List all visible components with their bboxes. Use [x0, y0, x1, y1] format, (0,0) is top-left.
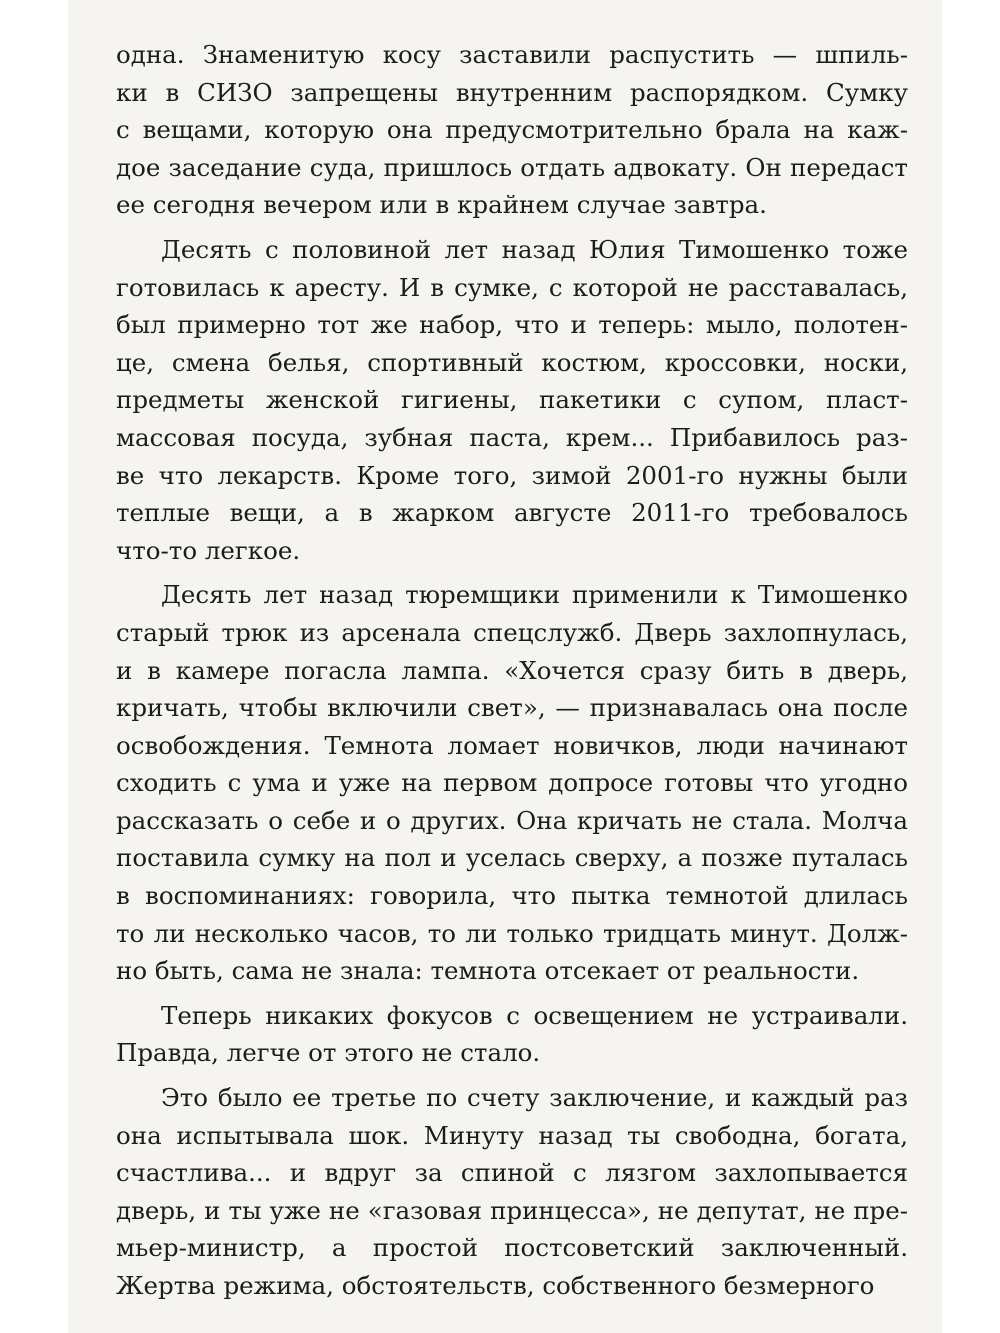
text-line: Жертва режима, обстоятельств, собственного безмерного [116, 1271, 875, 1300]
text-line: дое заседание суда, пришлось отдать адвокату. Он передаст [116, 152, 908, 182]
text-line: рассказать о себе и о других. Она кричать не стала. Молча [116, 805, 908, 835]
text-line: и в камере погасла лампа. «Хочется сразу бить в дверь, [116, 655, 908, 685]
text-line: то ли несколько часов, то ли только тридцать минут. Долж- [116, 918, 908, 948]
text-line: но быть, сама не знала: темнота отсекает от реальности. [116, 956, 860, 986]
text-line: Это было ее третье по счету заключение, и каждый раз [161, 1083, 908, 1113]
paragraph-gap [116, 990, 908, 997]
text-line: освобождения. Темнота ломает новичков, люди начинают [116, 730, 908, 760]
paragraph [116, 231, 908, 569]
text-line: Десять лет назад тюремщики применили к Тимошенко [161, 580, 908, 610]
text-line: сходить с ума и уже на первом допросе готовы что угодно [116, 768, 908, 798]
paragraph [116, 36, 908, 224]
text-line: ве что лекарств. Кроме того, зимой 2001-го нужны были [116, 460, 908, 490]
text-line: старый трюк из арсенала спецслужб. Дверь захлопнулась, [116, 617, 908, 647]
paragraph [116, 1079, 908, 1305]
text-line: в воспоминаниях: говорила, что пытка темнотой длилась [116, 881, 908, 911]
text-line: Десять с половиной лет назад Юлия Тимошенко тоже [161, 234, 908, 264]
body-text [116, 36, 908, 1305]
text-line: мьер-министр, а простой постсоветский заключенный. [116, 1233, 908, 1263]
paragraph-gap [116, 1072, 908, 1079]
text-line: с вещами, которую она предусмотрительно брала на каж- [116, 115, 908, 145]
paragraph-gap [116, 569, 908, 576]
text-line: что-то легкое. [116, 535, 301, 565]
text-line: был примерно тот же набор, что и теперь: мыло, полотен- [116, 310, 908, 340]
text-line: готовилась к аресту. И в сумке, с которой не расставалась, [116, 272, 908, 302]
text-line: поставила сумку на пол и уселась сверху, а позже путалась [116, 843, 908, 873]
paragraph-gap [116, 224, 908, 231]
text-line: Теперь никаких фокусов с освещением не устраивали. [161, 1000, 908, 1030]
text-line: счастлива... и вдруг за спиной с лязгом захлопывается [116, 1158, 908, 1188]
text-line: массовая посуда, зубная паста, крем... Прибавилось раз- [116, 422, 908, 452]
text-line: одна. Знаменитую косу заставили распустить — шпиль- [116, 40, 908, 69]
text-line: ее сегодня вечером или в крайнем случае завтра. [116, 190, 767, 220]
book-page [68, 0, 942, 1333]
text-line: Правда, легче от этого не стало. [116, 1038, 541, 1068]
text-line: дверь, и ты уже не «газовая принцесса», не депутат, не пре- [116, 1195, 908, 1225]
text-line: це, смена белья, спортивный костюм, кроссовки, носки, [116, 347, 908, 377]
text-line: ки в СИЗО запрещены внутренним распорядком. Сумку [116, 77, 908, 107]
text-line: кричать, чтобы включили свет», — признавалась она после [116, 693, 908, 723]
text-line: предметы женской гигиены, пакетики с супом, пласт- [116, 385, 908, 415]
paragraph [116, 997, 908, 1072]
paragraph [116, 576, 908, 990]
text-line: она испытывала шок. Минуту назад ты свободна, богата, [116, 1120, 908, 1150]
text-line: теплые вещи, а в жарком августе 2011-го требовалось [116, 498, 908, 528]
